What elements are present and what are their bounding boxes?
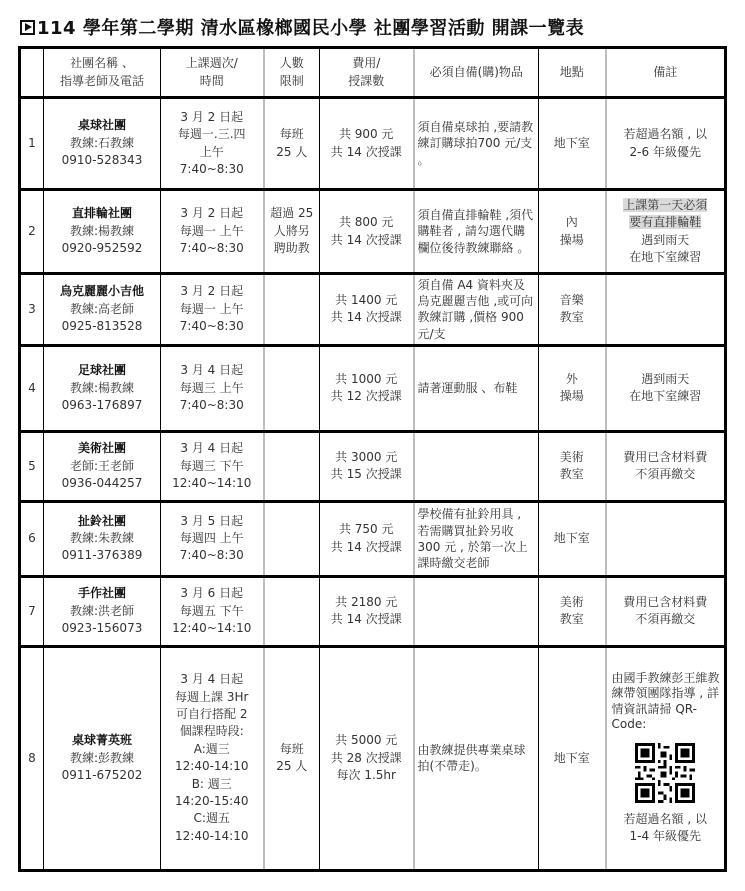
- location-cell: 內 操場: [539, 190, 606, 274]
- time-cell: 3 月 2 日起 每週一 上午 7:40~8:30: [161, 274, 264, 346]
- limit-cell: [264, 345, 320, 431]
- limit-cell: 超過 25 人將另 聘助教: [264, 190, 320, 274]
- phone: 0963-176897: [61, 397, 143, 412]
- qr-code-icon[interactable]: [635, 743, 695, 803]
- phone: 0911-675202: [61, 767, 143, 782]
- limit-cell: 每班 25 人: [264, 98, 320, 190]
- table-row: [20, 345, 726, 431]
- notes-cell: 遇到雨天 在地下室練習: [606, 345, 726, 431]
- teacher: 教練:楊教練: [69, 223, 135, 238]
- page-title-text: 114 學年第二學期 清水區橡榔國民小學 社團學習活動 開課一覽表: [37, 18, 585, 39]
- items-cell: 請著運動服 、布鞋: [414, 345, 539, 431]
- header-fee: 費用/ 授課數: [320, 48, 414, 98]
- table-row: [20, 431, 726, 501]
- club-name: 美術社團: [77, 441, 126, 456]
- club-cell: [44, 501, 161, 576]
- location-cell: 地下室: [539, 646, 606, 870]
- fee-cell: 共 3000 元 共 15 次授課: [320, 431, 414, 501]
- time-cell: 3 月 2 日起 每週一.三.四 上午 7:40~8:30: [161, 98, 264, 190]
- table-row: [20, 98, 726, 190]
- notes-cell: 上課第一天必須 要有直排輪鞋 遇到雨天 在地下室練習: [606, 190, 726, 274]
- items-cell: 須自備 A4 資料夾及烏克麗麗吉他 ,或可向教練訂購 ,價格 900 元/支: [414, 274, 539, 346]
- highlighted-note: 上課第一天必須: [623, 197, 708, 212]
- teacher: 老師:王老師: [69, 458, 135, 473]
- fee-cell: 共 1400 元 共 14 次授課: [320, 274, 414, 346]
- location-cell: 地下室: [539, 98, 606, 190]
- club-name: 直排輪社團: [71, 206, 132, 221]
- club-cell: [44, 646, 161, 870]
- time-cell: 3 月 2 日起 每週一 上午 7:40~8:30: [161, 190, 264, 274]
- row-number: 4: [20, 345, 44, 431]
- club-name: 手作社團: [77, 586, 126, 601]
- row-number: 6: [20, 501, 44, 576]
- club-cell: [44, 345, 161, 431]
- phone: 0925-813528: [61, 319, 143, 334]
- table-row: [20, 190, 726, 274]
- phone: 0911-376389: [61, 548, 143, 563]
- fee-cell: 共 1000 元 共 12 次授課: [320, 345, 414, 431]
- teacher: 教練:朱教練: [69, 531, 135, 546]
- phone: 0936-044257: [61, 475, 143, 490]
- fee-cell: 共 750 元 共 14 次授課: [320, 501, 414, 576]
- notes-cell: 若超過名額 , 以 2-6 年級優先: [606, 98, 726, 190]
- items-cell: [414, 576, 539, 646]
- phone: 0923-156073: [61, 620, 143, 635]
- header-club: 社團名稱 、 指導老師及電話: [44, 48, 161, 98]
- table-row: [20, 646, 726, 870]
- club-name: 桌球菁英班: [71, 733, 132, 748]
- teacher: 教練:洪老師: [69, 603, 135, 618]
- fee-cell: 共 800 元 共 14 次授課: [320, 190, 414, 274]
- teacher: 教練:彭教練: [69, 750, 135, 765]
- row-number: 1: [20, 98, 44, 190]
- row-number: 2: [20, 190, 44, 274]
- items-cell: 由教練提供專業桌球拍(不帶走)。: [414, 646, 539, 870]
- club-cell: [44, 98, 161, 190]
- club-name: 桌球社團: [77, 118, 126, 133]
- location-cell: 美術 教室: [539, 576, 606, 646]
- items-cell: 學校備有扯鈴用具 , 若需購買扯鈴另收 300 元 , 於第一次上課時繳交老師: [414, 501, 539, 576]
- row-number: 3: [20, 274, 44, 346]
- notes-cell: [606, 501, 726, 576]
- limit-cell: [264, 576, 320, 646]
- fee-cell: 共 2180 元 共 14 次授課: [320, 576, 414, 646]
- table-row: [20, 274, 726, 346]
- course-table: [18, 46, 727, 872]
- notes-cell: 費用已含材料費 不須再繳交: [606, 431, 726, 501]
- table-row: [20, 501, 726, 576]
- header-row: [20, 48, 726, 98]
- location-cell: 地下室: [539, 501, 606, 576]
- teacher: 教練:高老師: [69, 301, 135, 316]
- location-cell: 美術 教室: [539, 431, 606, 501]
- play-icon: [20, 20, 35, 35]
- club-cell: [44, 274, 161, 346]
- time-cell: 3 月 4 日起 每週上課 3Hr 可自行搭配 2 個課程時段: A:週三 12:40-14:10 B: 週三 14:20-15:40 C:週五 12:40-14:10: [161, 646, 264, 870]
- header-notes: 備註: [606, 48, 726, 98]
- teacher: 教練:石教練: [69, 135, 135, 150]
- notes-cell: 由國手教練彭王維教練帶領團隊指導 , 詳情資訊請掃 QR-Code: 若超過名額 , 以 1-4 年級優先: [606, 646, 726, 870]
- row-number: 5: [20, 431, 44, 501]
- time-cell: 3 月 4 日起 每週三 下午 12:40~14:10: [161, 431, 264, 501]
- fee-cell: 共 900 元 共 14 次授課: [320, 98, 414, 190]
- notes-cell: 費用已含材料費 不須再繳交: [606, 576, 726, 646]
- club-name: 足球社團: [77, 363, 126, 378]
- items-cell: 須自備桌球拍 ,要請教練訂購球拍700 元/支 。: [414, 98, 539, 190]
- limit-cell: [264, 431, 320, 501]
- items-cell: [414, 431, 539, 501]
- header-no: [20, 48, 44, 98]
- header-time: 上課週次/ 時間: [161, 48, 264, 98]
- highlighted-note: 要有直排輪鞋: [629, 215, 702, 230]
- phone: 0920-952592: [61, 241, 143, 256]
- time-cell: 3 月 6 日起 每週五 下午 12:40~14:10: [161, 576, 264, 646]
- club-cell: [44, 576, 161, 646]
- club-cell: [44, 190, 161, 274]
- header-items: 必須自備(購)物品: [414, 48, 539, 98]
- time-cell: 3 月 4 日起 每週三 上午 7:40~8:30: [161, 345, 264, 431]
- limit-cell: [264, 274, 320, 346]
- phone: 0910-528343: [61, 153, 143, 168]
- limit-cell: 每班 25 人: [264, 646, 320, 870]
- club-name: 扯鈴社團: [77, 513, 126, 528]
- items-cell: 須自備直排輪鞋 ,須代購鞋者 , 請勾選代購欄位後待教練聯絡 。: [414, 190, 539, 274]
- row-number: 7: [20, 576, 44, 646]
- club-cell: [44, 431, 161, 501]
- fee-cell: 共 5000 元 共 28 次授課 每次 1.5hr: [320, 646, 414, 870]
- header-limit: 人數 限制: [264, 48, 320, 98]
- table-row: [20, 576, 726, 646]
- header-location: 地點: [539, 48, 606, 98]
- teacher: 教練:楊教練: [69, 380, 135, 395]
- location-cell: 外 操場: [539, 345, 606, 431]
- club-name: 烏克麗麗小吉他: [59, 284, 144, 299]
- row-number: 8: [20, 646, 44, 870]
- location-cell: 音樂 教室: [539, 274, 606, 346]
- limit-cell: [264, 501, 320, 576]
- time-cell: 3 月 5 日起 每週四 上午 7:40~8:30: [161, 501, 264, 576]
- page-title: [20, 14, 584, 40]
- notes-cell: [606, 274, 726, 346]
